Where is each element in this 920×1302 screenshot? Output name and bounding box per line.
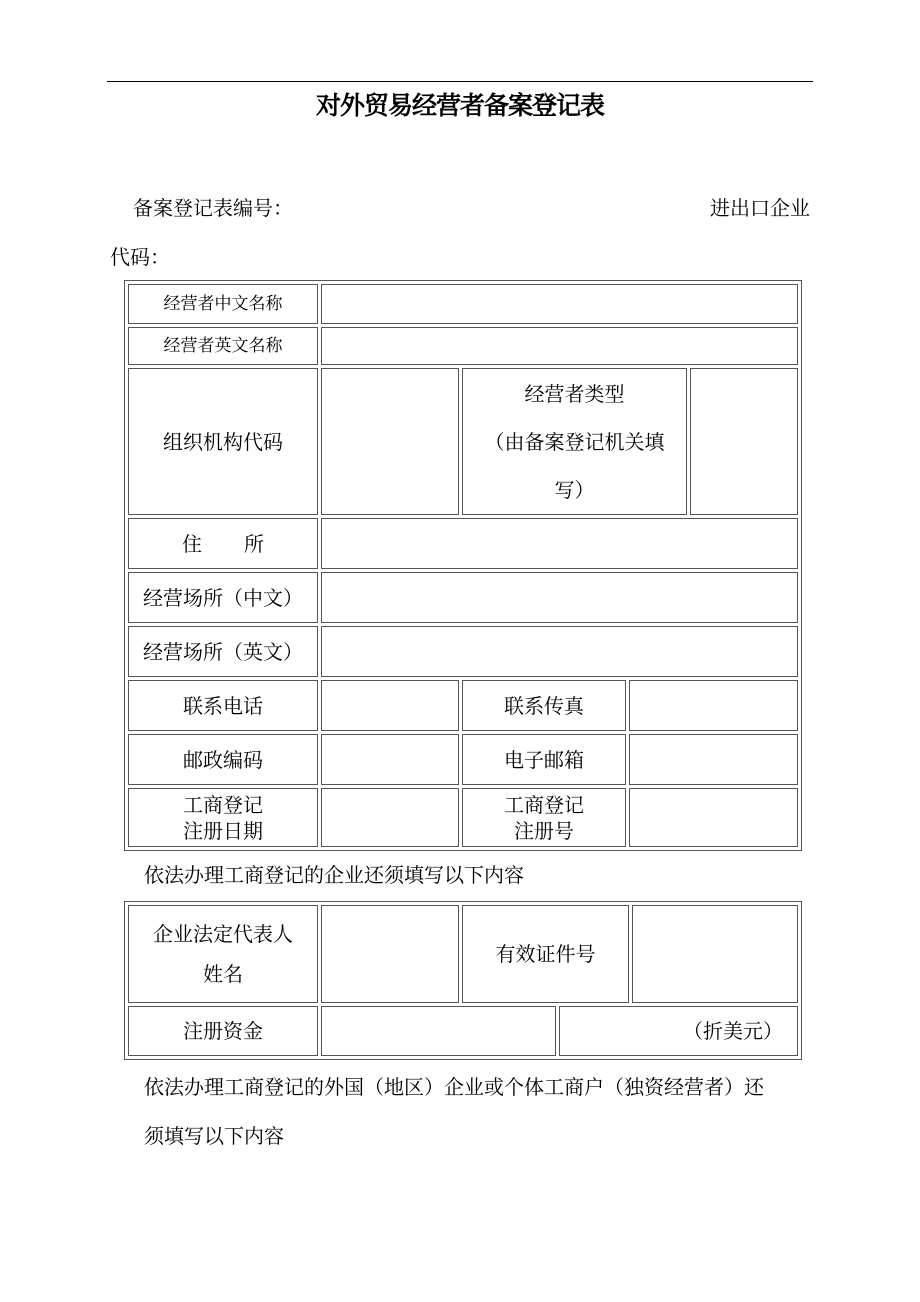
- field-name-en[interactable]: [321, 327, 798, 365]
- label-fax: 联系传真: [462, 680, 626, 731]
- address-char-1: 住: [182, 531, 202, 556]
- note-foreign-enterprise-line2: 须填写以下内容: [144, 1124, 284, 1148]
- operator-type-line3: 写）: [554, 477, 595, 502]
- legal-rep-line1: 企业法定代表人: [153, 922, 293, 946]
- reg-no-label: 备案登记表编号：: [133, 196, 293, 220]
- biz-reg-no-line1: 工商登记: [504, 792, 584, 817]
- field-phone[interactable]: [321, 680, 459, 731]
- registration-table: [124, 280, 802, 851]
- label-site-en: 经营场所（英文）: [128, 626, 318, 677]
- field-org-code[interactable]: [321, 368, 459, 515]
- field-capital[interactable]: [321, 1006, 556, 1056]
- legal-rep-table: [124, 901, 802, 1060]
- biz-reg-no-line2: 注册号: [514, 818, 574, 843]
- legal-rep-line2: 姓名: [203, 962, 243, 986]
- field-site-en[interactable]: [321, 626, 798, 677]
- label-capital: 注册资金: [128, 1006, 318, 1056]
- field-site-cn[interactable]: [321, 572, 798, 623]
- field-operator-type[interactable]: [690, 368, 798, 515]
- operator-type-line2: （由备案登记机关填: [484, 429, 665, 454]
- note-business-registered: 依法办理工商登记的企业还须填写以下内容: [144, 863, 524, 887]
- enterprise-code-label-part1: 进出口企业: [710, 196, 810, 220]
- field-id-no[interactable]: [632, 905, 798, 1003]
- biz-reg-date-line1: 工商登记: [183, 792, 263, 817]
- label-biz-reg-date: [128, 788, 318, 847]
- label-legal-rep: [128, 905, 318, 1003]
- label-postcode: 邮政编码: [128, 734, 318, 785]
- operator-type-line1: 经营者类型: [524, 381, 625, 406]
- label-site-cn: 经营场所（中文）: [128, 572, 318, 623]
- field-biz-reg-no[interactable]: [629, 788, 798, 847]
- field-biz-reg-date[interactable]: [321, 788, 459, 847]
- label-id-no: 有效证件号: [462, 905, 629, 1003]
- page-title: 对外贸易经营者备案登记表: [315, 91, 604, 120]
- field-legal-rep[interactable]: [321, 905, 459, 1003]
- label-name-cn: 经营者中文名称: [128, 284, 318, 324]
- field-fax[interactable]: [629, 680, 798, 731]
- top-rule: [107, 81, 813, 82]
- label-name-en: 经营者英文名称: [128, 327, 318, 365]
- field-address[interactable]: [321, 518, 798, 569]
- label-email: 电子邮箱: [462, 734, 626, 785]
- address-char-2: 所: [244, 531, 264, 556]
- capital-usd-unit: （折美元）: [559, 1006, 798, 1056]
- enterprise-code-label-part2: 代码：: [110, 245, 170, 269]
- biz-reg-date-line2: 注册日期: [183, 818, 263, 843]
- field-postcode[interactable]: [321, 734, 459, 785]
- note-foreign-enterprise-line1: 依法办理工商登记的外国（地区）企业或个体工商户（独资经营者）还: [144, 1075, 764, 1099]
- label-address: [128, 518, 318, 569]
- label-operator-type: [462, 368, 687, 515]
- label-phone: 联系电话: [128, 680, 318, 731]
- label-org-code: 组织机构代码: [128, 368, 318, 515]
- label-biz-reg-no: [462, 788, 626, 847]
- field-email[interactable]: [629, 734, 798, 785]
- field-name-cn[interactable]: [321, 284, 798, 324]
